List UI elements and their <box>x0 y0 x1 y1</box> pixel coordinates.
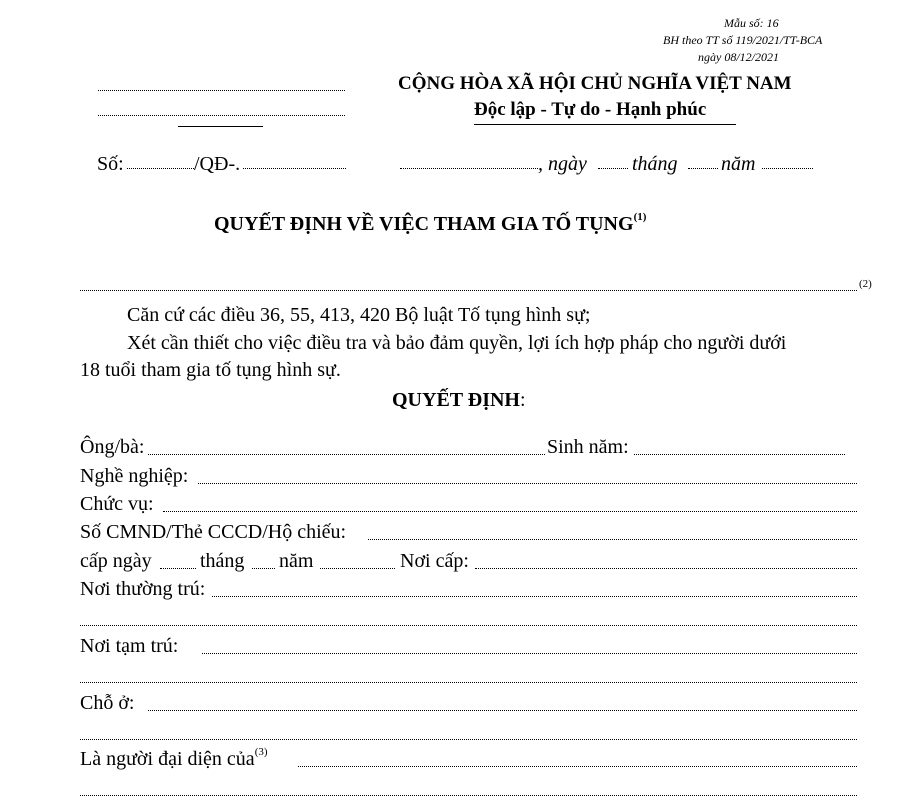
decision-heading-colon: : <box>520 389 526 411</box>
issue-month-field[interactable] <box>252 568 275 569</box>
current-address-field[interactable] <box>148 710 857 711</box>
agency-underline <box>178 126 263 127</box>
issue-year-label: năm <box>279 550 314 572</box>
person-name-field[interactable] <box>148 454 545 455</box>
issue-year-field[interactable] <box>320 568 395 569</box>
issue-day-field[interactable] <box>160 568 196 569</box>
decision-heading-text: QUYẾT ĐỊNH <box>392 389 520 411</box>
decision-code-field[interactable] <box>243 168 346 169</box>
representative-field-2[interactable] <box>80 795 857 796</box>
temporary-residence-label: Nơi tạm trú: <box>80 635 179 657</box>
position-label: Chức vụ: <box>80 493 154 515</box>
basis-line-2: Xét cần thiết cho việc điều tra và bảo đảm quyền, lợi ích hợp pháp cho người dưới <box>127 332 787 354</box>
position-field[interactable] <box>163 511 857 512</box>
document-title <box>214 213 646 236</box>
representative-field[interactable] <box>298 766 857 767</box>
nation-title: CỘNG HÒA XÃ HỘI CHỦ NGHĨA VIỆT NAM <box>398 73 792 94</box>
permanent-residence-label: Nơi thường trú: <box>80 578 206 600</box>
agency-line-2[interactable] <box>98 115 345 116</box>
agency-line-1[interactable] <box>98 90 345 91</box>
month-field[interactable] <box>688 168 718 169</box>
occupation-field[interactable] <box>198 483 857 484</box>
id-number-field[interactable] <box>368 539 857 540</box>
current-address-label: Chỗ ở: <box>80 692 135 714</box>
day-label: , ngày <box>538 153 587 175</box>
person-name-label: Ông/bà: <box>80 436 145 458</box>
authority-field[interactable] <box>80 290 857 291</box>
id-number-label: Số CMND/Thẻ CCCD/Hộ chiếu: <box>80 521 347 543</box>
day-field[interactable] <box>598 168 628 169</box>
number-field[interactable] <box>127 168 194 169</box>
authority-note: (2) <box>859 278 872 290</box>
month-label: tháng <box>632 153 678 175</box>
permanent-residence-field-2[interactable] <box>80 625 857 626</box>
representative-note: (3) <box>254 746 268 758</box>
place-field[interactable] <box>400 168 538 169</box>
permanent-residence-field[interactable] <box>212 596 857 597</box>
issue-month-label: tháng <box>200 550 245 572</box>
year-label: năm <box>721 153 756 175</box>
form-number: Mẫu số: 16 <box>724 16 779 30</box>
decision-code-label: /QĐ-. <box>194 153 241 175</box>
year-field[interactable] <box>762 168 813 169</box>
occupation-label: Nghề nghiệp: <box>80 465 189 487</box>
temporary-residence-field-2[interactable] <box>80 682 857 683</box>
document-title-text: QUYẾT ĐỊNH VỀ VIỆC THAM GIA TỐ TỤNG <box>214 213 634 235</box>
temporary-residence-field[interactable] <box>202 653 857 654</box>
representative-label-text: Là người đại diện của <box>80 748 255 770</box>
motto-underline <box>474 124 736 125</box>
issue-day-label: cấp ngày <box>80 550 152 572</box>
form-issued-by: BH theo TT số 119/2021/TT-BCA <box>663 33 823 47</box>
form-issue-date: ngày 08/12/2021 <box>698 50 779 64</box>
motto: Độc lập - Tự do - Hạnh phúc <box>474 99 707 120</box>
birth-year-label: Sinh năm: <box>547 436 629 458</box>
issue-place-label: Nơi cấp: <box>400 550 469 572</box>
birth-year-field[interactable] <box>634 454 845 455</box>
basis-line-3: 18 tuổi tham gia tố tụng hình sự. <box>80 359 341 381</box>
basis-line-1: Căn cứ các điều 36, 55, 413, 420 Bộ luật Tố tụng hình sự; <box>127 304 591 326</box>
decision-heading <box>392 389 526 412</box>
title-note: (1) <box>633 211 647 223</box>
issue-place-field[interactable] <box>475 568 857 569</box>
number-label: Số: <box>97 153 124 175</box>
current-address-field-2[interactable] <box>80 739 857 740</box>
representative-label <box>80 748 268 771</box>
